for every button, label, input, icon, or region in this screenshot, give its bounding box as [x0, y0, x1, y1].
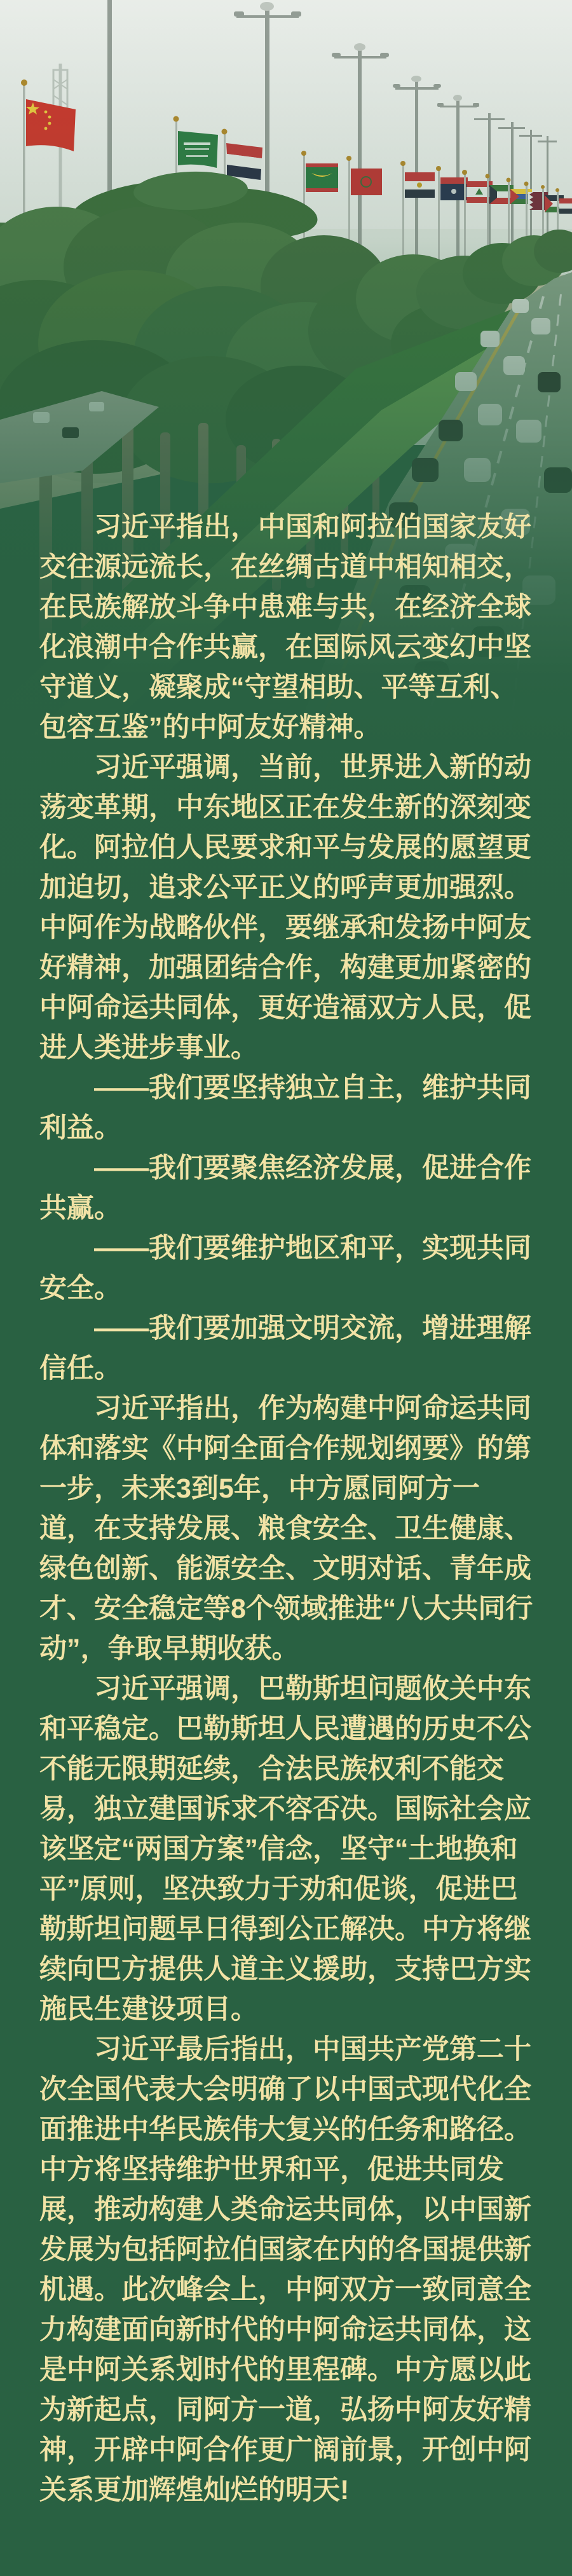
paragraph-eight-actions: 习近平指出，作为构建中阿命运共同体和落实《中阿全面合作规划纲要》的第一步，未来3到5年，中方愿同阿方一道，在支持发展、粮食安全、卫生健康、绿色创新、能源安全、文明对话、青年成才、安全稳定等8个领域推进“八大共同行动”，争取早期收获。: [39, 1393, 533, 1664]
paragraph-conclusion: 习近平最后指出，中国共产党第二十次全国代表大会明确了以中国式现代化全面推进中华民族伟大复兴的任务和路径。中方将坚持维护世界和平，促进共同发展，推动构建人类命运共同体，以中国新发展为包括阿拉伯国家在内的各国提供新机遇。此次峰会上，中阿双方一致同意全力构建面向新时代的中阿命运共同体，这是中阿关系划时代的里程碑。中方愿以此为新起点，同阿方一道，弘扬中阿友好精神，开辟中阿合作更广阔前景，开创中阿关系更加辉煌灿烂的明天!: [39, 2034, 531, 2505]
paragraph-friendship-spirit: 习近平指出，中国和阿拉伯国家友好交往源远流长，在丝绸古道中相知相交，在民族解放斗争中患难与共，在经济全球化浪潮中合作共赢，在国际风云变幻中坚守道义，凝聚成“守望相助、平等互利、包容互鉴”的中阿友好精神。: [39, 512, 531, 743]
article-body: [39, 507, 534, 2511]
paragraph-economy: ——我们要聚焦经济发展，促进合作共赢。: [39, 1153, 531, 1223]
paragraph-independence: ——我们要坚持独立自主，维护共同利益。: [39, 1073, 531, 1143]
paragraph-changing-world: 习近平强调，当前，世界进入新的动荡变革期，中东地区正在发生新的深刻变化。阿拉伯人民要求和平与发展的愿望更加迫切，追求公平正义的呼声更加强烈。中阿作为战略伙伴，要继承和发扬中阿友好精神，加强团结合作，构建更加紧密的中阿命运共同体，更好造福双方人民，促进人类进步事业。: [39, 752, 531, 1063]
paragraph-civilization-exchange: ——我们要加强文明交流，增进理解信任。: [39, 1313, 531, 1384]
paragraph-palestine: 习近平强调，巴勒斯坦问题攸关中东和平稳定。巴勒斯坦人民遭遇的历史不公不能无限期延续，合法民族权利不能交易，独立建国诉求不容否决。国际社会应该坚定“两国方案”信念，坚守“土地换和平”原则，坚决致力于劝和促谈，促进巴勒斯坦问题早日得到公正解决。中方将继续向巴方提供人道主义援助，支持巴方实施民生建设项目。: [39, 1674, 531, 2025]
paragraph-regional-peace: ——我们要维护地区和平，实现共同安全。: [39, 1233, 531, 1304]
